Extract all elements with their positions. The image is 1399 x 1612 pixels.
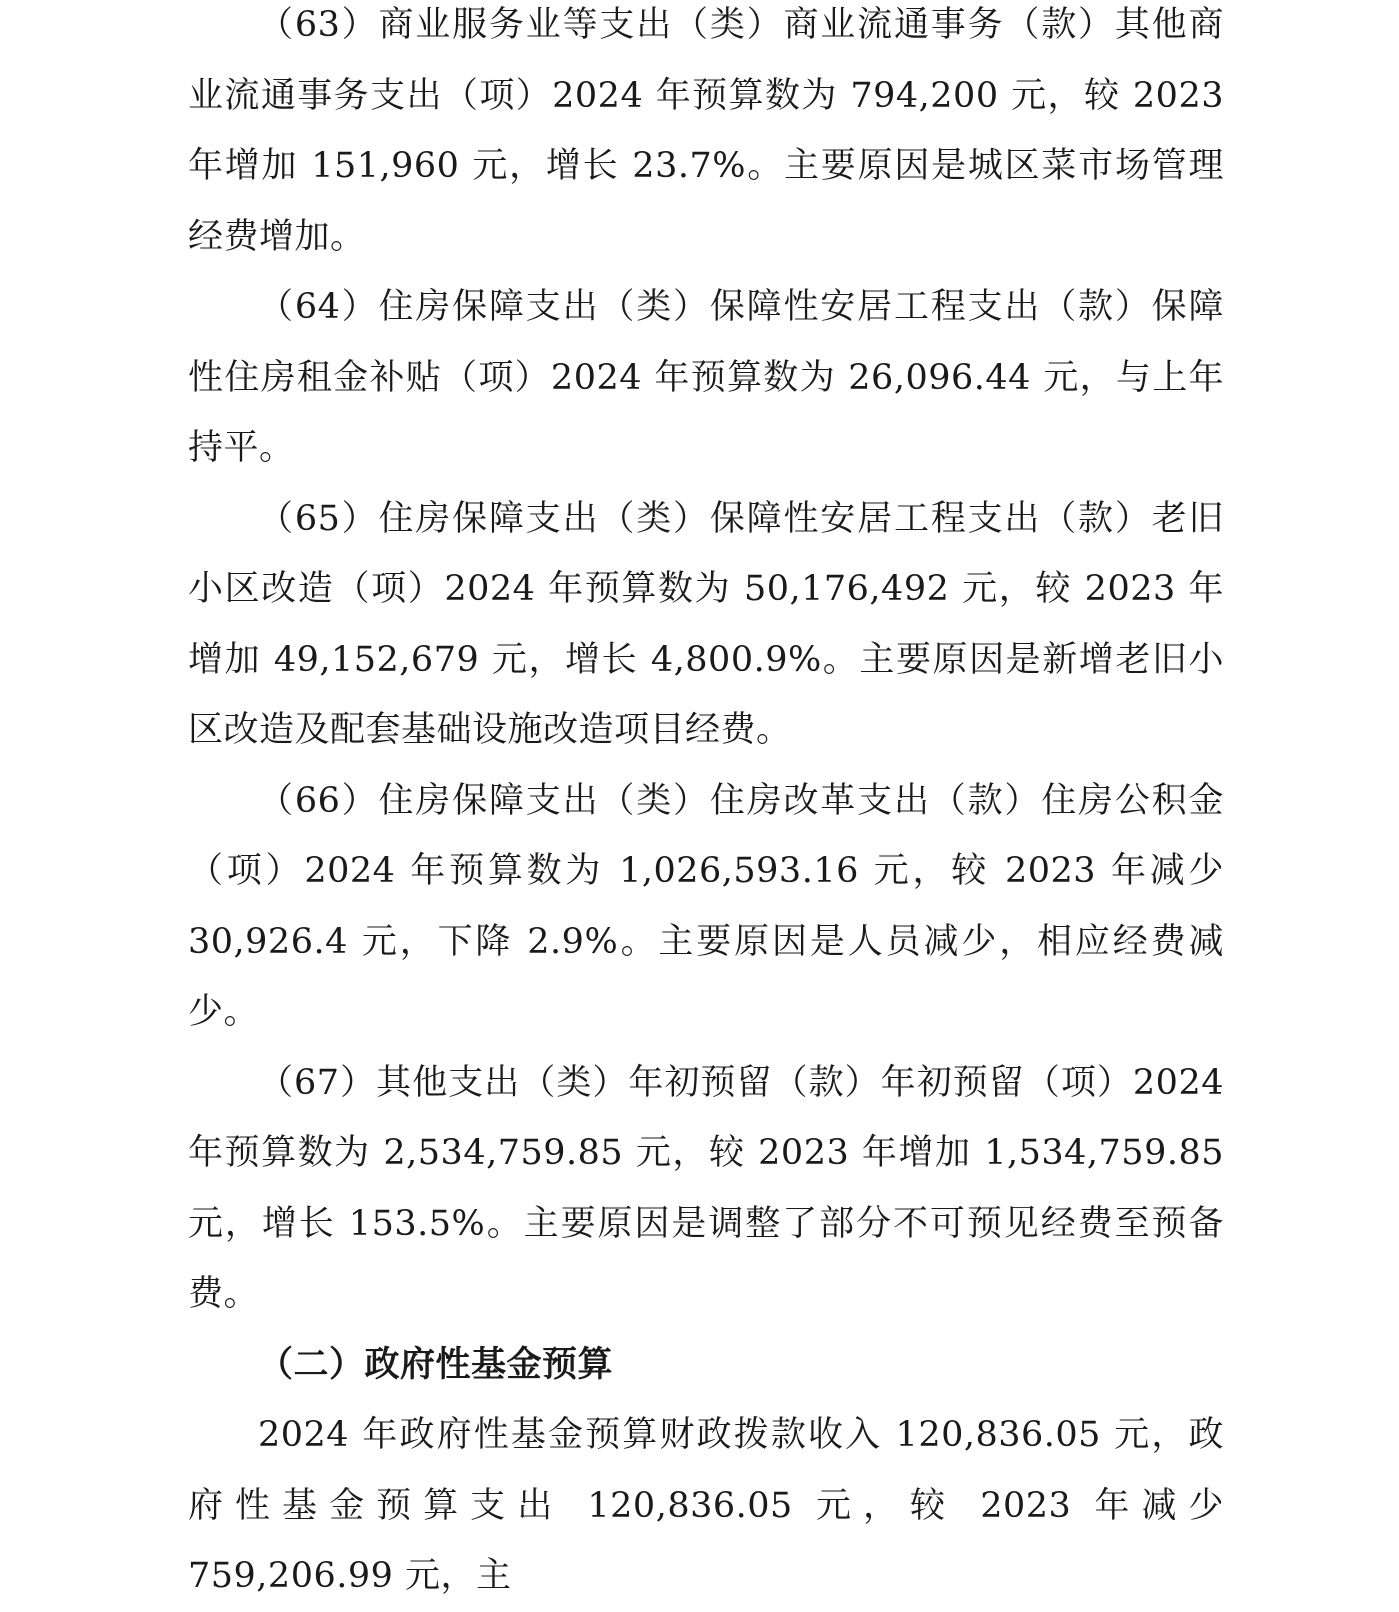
paragraph-66: （66）住房保障支出（类）住房改革支出（款）住房公积金（项）2024 年预算数为 1,026,593.16 元，较 2023 年减少 30,926.4 元，下降 2.9%。主要原因是人员减少，相应经费减少。 [188, 780, 1224, 1032]
section-heading: （二）政府性基金预算 [258, 1343, 614, 1385]
paragraph-64: （64）住房保障支出（类）保障性安居工程支出（款）保障性住房租金补贴（项）2024 年预算数为 26,096.44 元，与上年持平。 [188, 287, 1224, 468]
document-page [188, 0, 1224, 1612]
fund-budget-paragraph: 2024 年政府性基金预算财政拨款收入 120,836.05 元，政府性基金预算支出 120,836.05 元，较 2023 年减少 759,206.99 元，主 [188, 1415, 1224, 1596]
paragraph-63: （63）商业服务业等支出（类）商业流通事务（款）其他商业流通事务支出（项）2024 年预算数为 794,200 元，较 2023 年增加 151,960 元，增长 23.7%。主要原因是城区菜市场管理经费增加。 [188, 5, 1224, 257]
paragraph-65: （65）住房保障支出（类）保障性安居工程支出（款）老旧小区改造（项）2024 年预算数为 50,176,492 元，较 2023 年增加 49,152,679 元，增长 4,800.9%。主要原因是新增老旧小区改造及配套基础设施改造项目经费。 [188, 498, 1224, 750]
paragraph-67: （67）其他支出（类）年初预留（款）年初预留（项）2024 年预算数为 2,534,759.85 元，较 2023 年增加 1,534,759.85 元，增长 153.5%。主要原因是调整了部分不可预见经费至预备费。 [188, 1062, 1224, 1314]
